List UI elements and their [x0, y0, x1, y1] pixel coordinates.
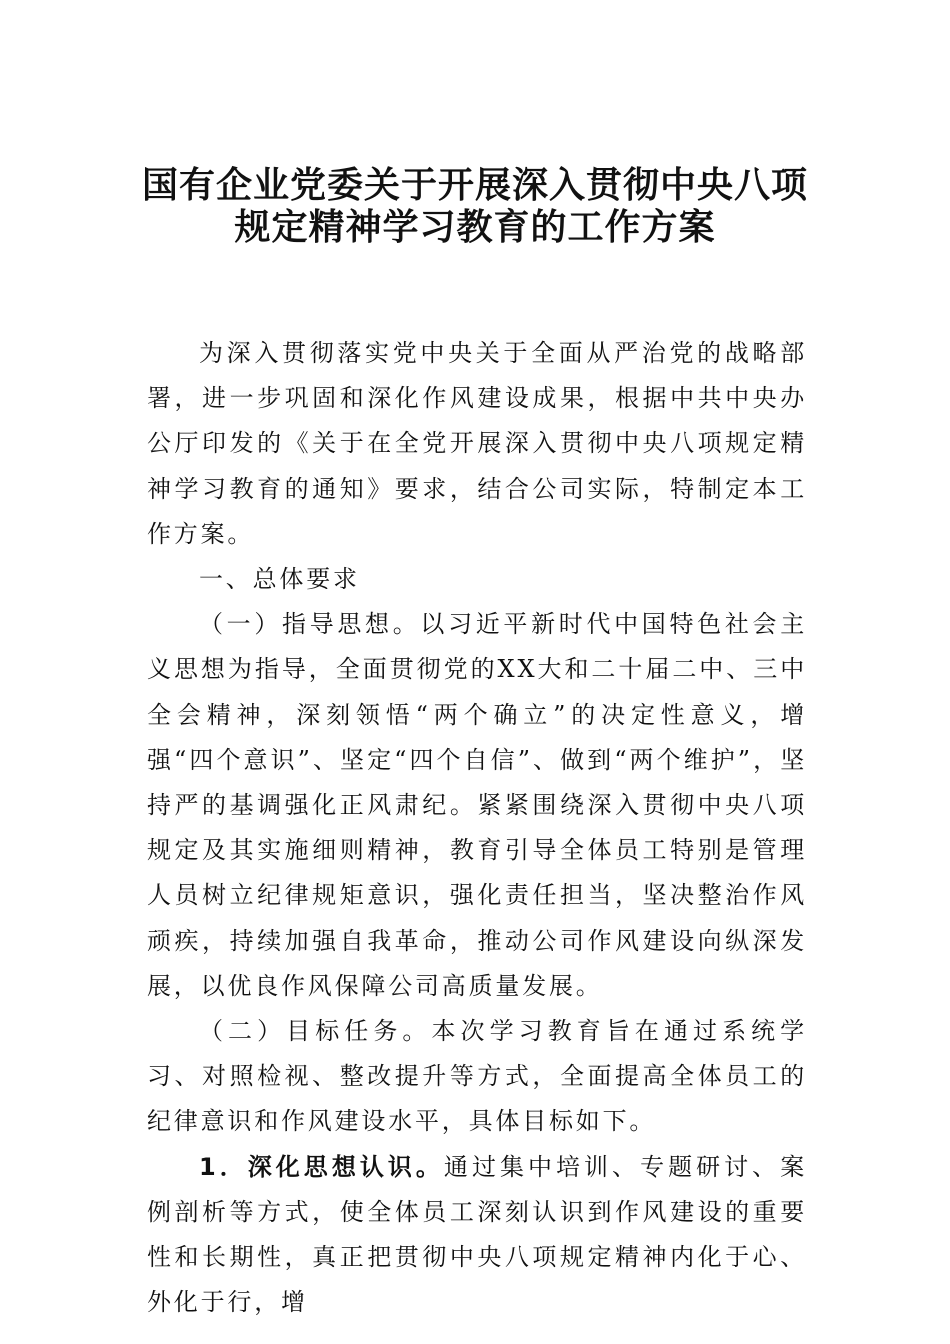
section-heading-overall-requirements: 一、总体要求: [199, 565, 360, 594]
guiding-ideology-paragraph: （一）指导思想。以习近平新时代中国特色社会主义思想为指导，全面贯彻党的XX大和二十届二中、三中全会精神，深刻领悟“两个确立”的决定性意义，增强“四个意识”、坚定“四个自信”、做到“两个维护”，坚持严的基调强化正风肃纪。紧紧围绕深入贯彻中央八项规定及其实施细则精神，教育引导全体员工特别是管理人员树立纪律规矩意识，强化责任担当，坚决整治作风顽疾，持续加强自我革命，推动公司作风建设向纵深发展，以优良作风保障公司高质量发展。: [147, 610, 807, 1000]
document-body: [147, 331, 807, 1325]
item-deepen-understanding-paragraph: [147, 1145, 807, 1326]
intro-paragraph: 为深入贯彻落实党中央关于全面从严治党的战略部署，进一步巩固和深化作风建设成果，根据中共中央办公厅印发的《关于在全党开展深入贯彻中央八项规定精神学习教育的通知》要求，结合公司实际，特制定本工作方案。: [147, 339, 807, 548]
item-deepen-understanding-text: 通过集中培训、专题研讨、案例剖析等方式，使全体员工深刻认识到作风建设的重要性和长期性，真正把贯彻中央八项规定精神内化于心、外化于行，增: [147, 1152, 807, 1317]
target-tasks-paragraph: （二）目标任务。本次学习教育旨在通过系统学习、对照检视、整改提升等方式，全面提高全体员工的纪律意识和作风建设水平，具体目标如下。: [147, 1017, 807, 1136]
item-deepen-understanding-lead: 1．深化思想认识。: [199, 1152, 444, 1181]
document-title-line-2: 规定精神学习教育的工作方案: [234, 207, 716, 248]
document-title-line-1: 国有企业党委关于开展深入贯彻中央八项: [141, 165, 808, 206]
